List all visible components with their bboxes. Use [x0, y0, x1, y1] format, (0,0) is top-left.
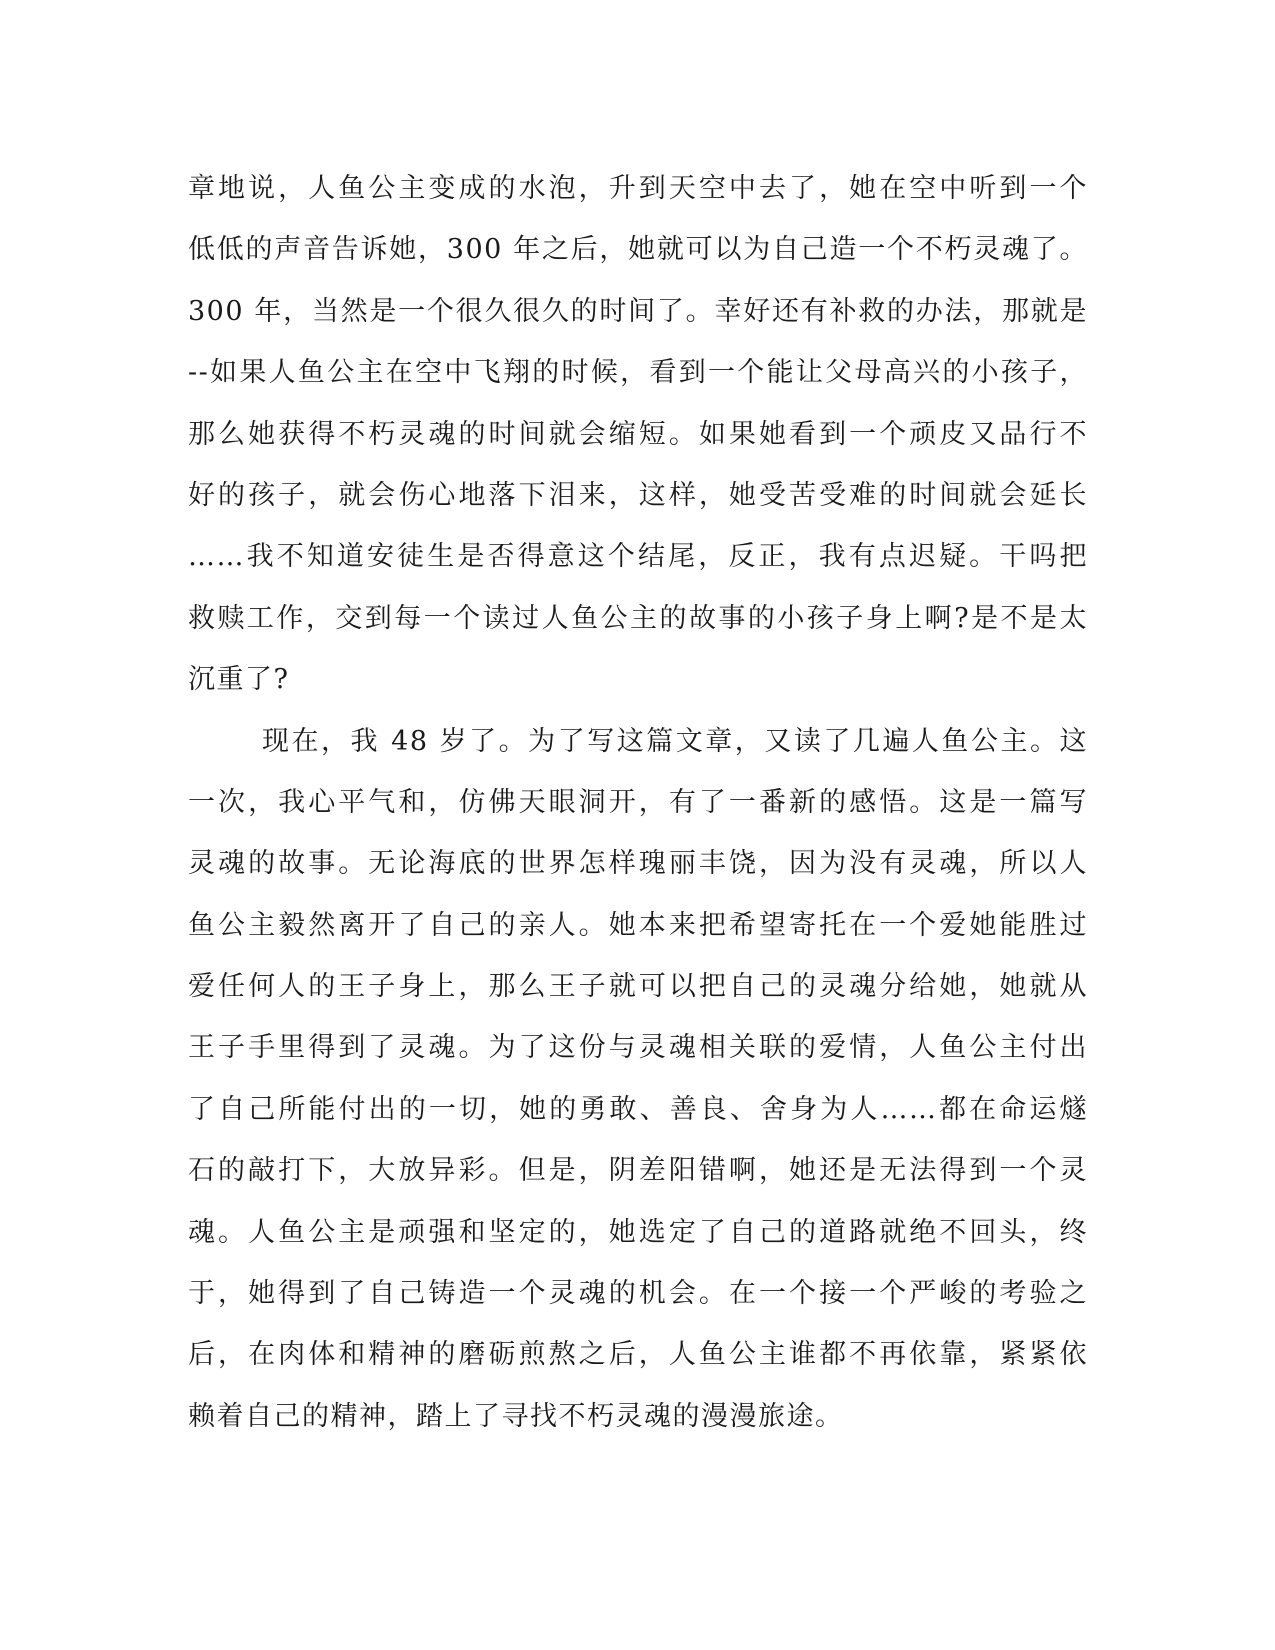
text-line: 那么她获得不朽灵魂的时间就会缩短。如果她看到一个顽皮又品行不	[188, 418, 1088, 450]
text-line: 救赎工作，交到每一个读过人鱼公主的故事的小孩子身上啊?是不是太	[188, 602, 1088, 634]
text-line: 后，在肉体和精神的磨砺煎熬之后，人鱼公主谁都不再依靠，紧紧依	[188, 1339, 1088, 1371]
document-body	[188, 158, 1088, 1447]
paragraph-1	[188, 158, 1088, 711]
text-line: 于，她得到了自己铸造一个灵魂的机会。在一个接一个严峻的考验之	[188, 1278, 1088, 1310]
text-line: 鱼公主毅然离开了自己的亲人。她本来把希望寄托在一个爱她能胜过	[188, 909, 1088, 941]
text-line: 了自己所能付出的一切，她的勇敢、善良、舍身为人……都在命运燧	[188, 1093, 1088, 1125]
text-line: 300 年，当然是一个很久很久的时间了。幸好还有补救的办法，那就是	[188, 295, 1088, 327]
text-line: 好的孩子，就会伤心地落下泪来，这样，她受苦受难的时间就会延长	[188, 479, 1088, 511]
text-line: 王子手里得到了灵魂。为了这份与灵魂相关联的爱情，人鱼公主付出	[188, 1032, 1088, 1064]
text-line: 章地说，人鱼公主变成的水泡，升到天空中去了，她在空中听到一个	[188, 173, 1088, 204]
text-line: --如果人鱼公主在空中飞翔的时候，看到一个能让父母高兴的小孩子，	[188, 357, 1088, 389]
text-line: 沉重了?	[188, 664, 290, 696]
text-line: 爱任何人的王子身上，那么王子就可以把自己的灵魂分给她，她就从	[188, 971, 1088, 1003]
text-line: 石的敲打下，大放异彩。但是，阴差阳错啊，她还是无法得到一个灵	[188, 1155, 1088, 1187]
text-line: 低低的声音告诉她，300 年之后，她就可以为自己造一个不朽灵魂了。	[188, 234, 1088, 266]
paragraph-2	[188, 711, 1088, 1448]
text-line: 灵魂的故事。无论海底的世界怎样瑰丽丰饶，因为没有灵魂，所以人	[188, 848, 1088, 880]
text-line: 现在，我 48 岁了。为了写这篇文章，又读了几遍人鱼公主。这	[262, 725, 1088, 757]
text-line: 一次，我心平气和，仿佛天眼洞开，有了一番新的感悟。这是一篇写	[188, 786, 1088, 818]
text-line: 赖着自己的精神，踏上了寻找不朽灵魂的漫漫旅途。	[188, 1400, 844, 1432]
text-line: 魂。人鱼公主是顽强和坚定的，她选定了自己的道路就绝不回头，终	[188, 1216, 1088, 1248]
text-line: ……我不知道安徒生是否得意这个结尾，反正，我有点迟疑。干吗把	[188, 541, 1088, 573]
